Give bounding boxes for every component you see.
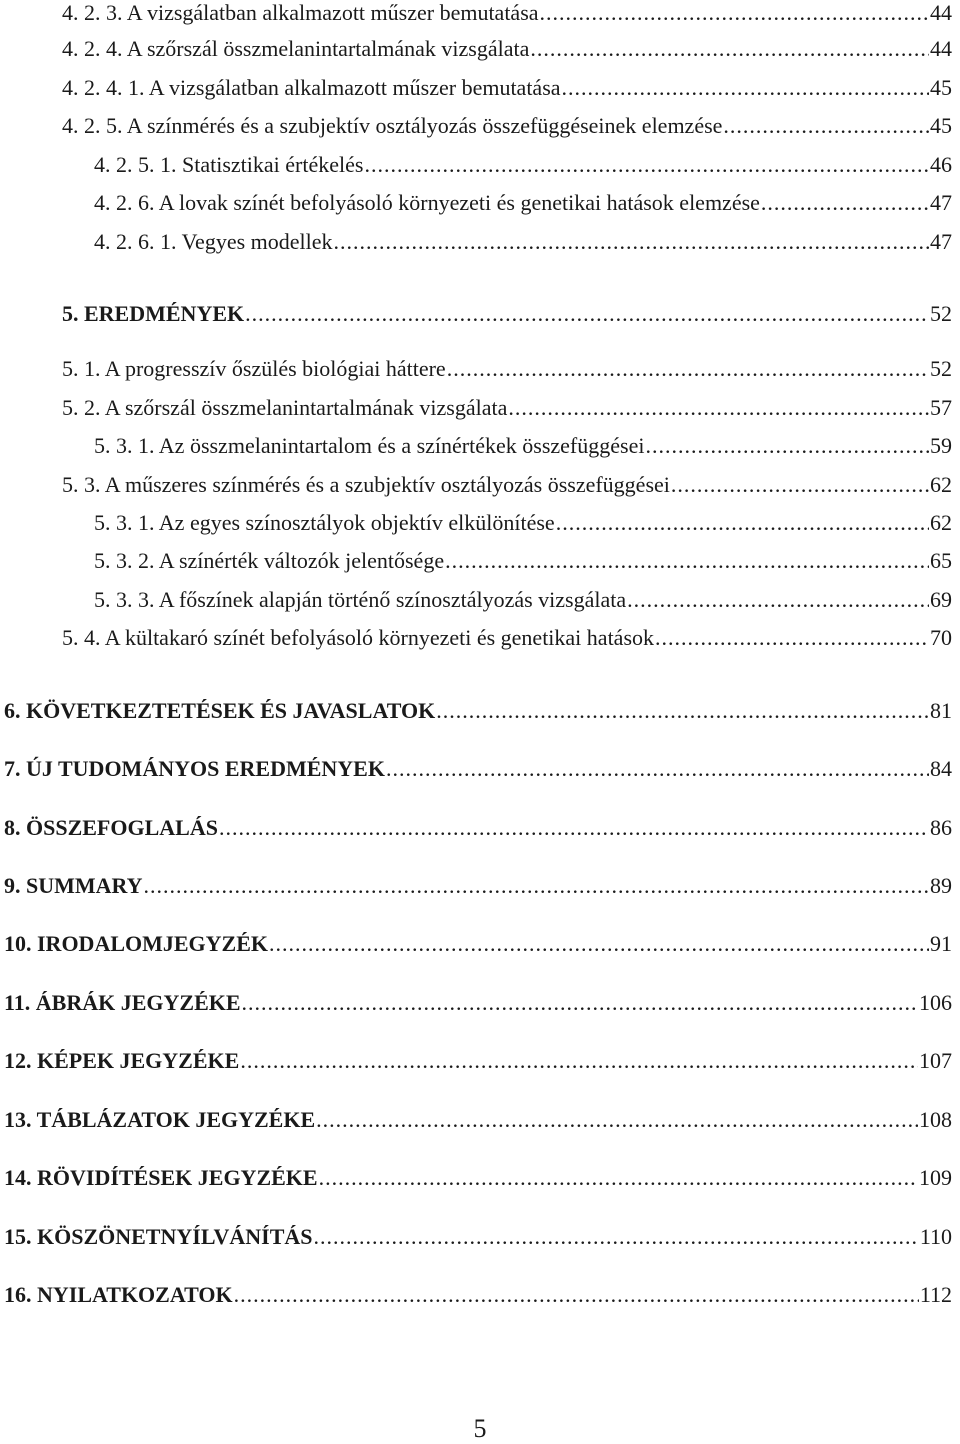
toc-entry[interactable]: [4, 1282, 952, 1308]
toc-entry-page: 47: [930, 229, 952, 254]
toc-entry-page: 107: [919, 1048, 952, 1073]
toc-entry[interactable]: [62, 0, 952, 26]
toc-dot-leader: [314, 1224, 919, 1250]
toc-entry-title: 16. NYILATKOZATOK: [4, 1282, 233, 1307]
toc-entry-page: 45: [930, 75, 952, 100]
toc-entry-page: 70: [930, 625, 952, 650]
toc-entry[interactable]: [4, 1048, 952, 1074]
toc-entry-page: 86: [930, 815, 952, 840]
toc-entry-page: 69: [930, 587, 952, 612]
toc-dot-leader: [436, 698, 929, 724]
toc-entry[interactable]: [4, 1165, 952, 1191]
toc-entry-page: 57: [930, 395, 952, 420]
toc-entry-title: 11. ÁBRÁK JEGYZÉKE: [4, 990, 241, 1015]
toc-entry[interactable]: [4, 931, 952, 957]
toc-entry[interactable]: [62, 301, 952, 327]
toc-entry[interactable]: [4, 698, 952, 724]
toc-entry[interactable]: [94, 190, 952, 216]
toc-dot-leader: [364, 152, 929, 178]
toc-entry-title: 5. 2. A szőrszál összmelanintartalmának vizsgálata: [62, 395, 508, 420]
toc-entry-title: 4. 2. 6. 1. Vegyes modellek: [94, 229, 333, 254]
toc-entry-page: 89: [930, 873, 952, 898]
toc-entry[interactable]: [4, 1224, 952, 1250]
toc-dot-leader: [723, 113, 929, 139]
toc-entry-page: 81: [930, 698, 952, 723]
toc-entry-page: 62: [930, 510, 952, 535]
toc-dot-leader: [445, 548, 929, 574]
toc-entry-page: 106: [919, 990, 952, 1015]
toc-dot-leader: [627, 587, 929, 613]
toc-entry[interactable]: [62, 113, 952, 139]
toc-entry[interactable]: [62, 75, 952, 101]
toc-dot-leader: [234, 1282, 919, 1308]
toc-entry-title: 4. 2. 4. 1. A vizsgálatban alkalmazott műszer bemutatása: [62, 75, 561, 100]
toc-entry[interactable]: [94, 152, 952, 178]
toc-dot-leader: [242, 990, 918, 1016]
toc-entry-title: 12. KÉPEK JEGYZÉKE: [4, 1048, 240, 1073]
toc-entry-page: 52: [930, 301, 952, 326]
toc-dot-leader: [334, 229, 929, 255]
toc-entry-title: 5. 4. A kültakaró színét befolyásoló környezeti és genetikai hatások: [62, 625, 655, 650]
toc-entry-page: 62: [930, 472, 952, 497]
toc-dot-leader: [556, 510, 929, 536]
toc-dot-leader: [671, 472, 929, 498]
toc-entry[interactable]: [4, 873, 952, 899]
toc-entry-page: 47: [930, 190, 952, 215]
toc-entry-title: 10. IRODALOMJEGYZÉK: [4, 931, 269, 956]
toc-dot-leader: [508, 395, 929, 421]
toc-entry[interactable]: [4, 1107, 952, 1133]
toc-dot-leader: [530, 36, 929, 62]
toc-entry-title: 4. 2. 6. A lovak színét befolyásoló környezeti és genetikai hatások elemzése: [94, 190, 760, 215]
toc-entry-page: 44: [930, 36, 952, 61]
toc-entry-page: 91: [930, 931, 952, 956]
toc-dot-leader: [562, 75, 929, 101]
toc-entry[interactable]: [94, 433, 952, 459]
toc-dot-leader: [386, 756, 929, 782]
toc-dot-leader: [319, 1165, 918, 1191]
toc-dot-leader: [269, 931, 929, 957]
toc-dot-leader: [219, 815, 929, 841]
toc-entry[interactable]: [94, 510, 952, 536]
toc-entry-title: 13. TÁBLÁZATOK JEGYZÉKE: [4, 1107, 316, 1132]
toc-entry[interactable]: [62, 625, 952, 651]
toc-entry-page: 44: [930, 0, 952, 25]
toc-entry-title: 4. 2. 3. A vizsgálatban alkalmazott műszer bemutatása: [62, 0, 539, 25]
toc-entry-page: 110: [919, 1224, 952, 1249]
toc-entry-page: 65: [930, 548, 952, 573]
toc-entry-title: 5. 3. 2. A színérték változók jelentősége: [94, 548, 445, 573]
toc-entry-title: 5. EREDMÉNYEK: [62, 301, 245, 326]
toc-dot-leader: [447, 356, 929, 382]
toc-entry[interactable]: [62, 36, 952, 62]
toc-entry-page: 59: [930, 433, 952, 458]
toc-dot-leader: [240, 1048, 918, 1074]
toc-entry-page: 112: [919, 1282, 952, 1307]
toc-entry[interactable]: [62, 356, 952, 382]
toc-entry[interactable]: [4, 990, 952, 1016]
toc-dot-leader: [540, 0, 929, 26]
toc-entry-page: 108: [919, 1107, 952, 1132]
toc-entry-title: 14. RÖVIDÍTÉSEK JEGYZÉKE: [4, 1165, 318, 1190]
page-number: 5: [473, 1414, 487, 1443]
toc-entry-page: 84: [930, 756, 952, 781]
toc-entry-title: 5. 3. 1. Az egyes színosztályok objektív elkülönítése: [94, 510, 555, 535]
toc-entry-title: 15. KÖSZÖNETNYÍLVÁNÍTÁS: [4, 1224, 313, 1249]
toc-entry-title: 8. ÖSSZEFOGLALÁS: [4, 815, 218, 840]
toc-entry-title: 9. SUMMARY: [4, 873, 143, 898]
toc-entry-title: 5. 3. A műszeres színmérés és a szubjektív osztályozás összefüggései: [62, 472, 670, 497]
toc-entry[interactable]: [4, 756, 952, 782]
toc-dot-leader: [645, 433, 929, 459]
toc-entry-title: 4. 2. 5. 1. Statisztikai értékelés: [94, 152, 364, 177]
toc-entry[interactable]: [94, 548, 952, 574]
toc-dot-leader: [655, 625, 929, 651]
toc-dot-leader: [316, 1107, 918, 1133]
toc-entry-title: 4. 2. 5. A színmérés és a szubjektív osztályozás összefüggéseinek elemzése: [62, 113, 723, 138]
toc-dot-leader: [144, 873, 929, 899]
toc-entry-title: 5. 3. 1. Az összmelanintartalom és a színértékek összefüggései: [94, 433, 645, 458]
toc-entry-title: 6. KÖVETKEZTETÉSEK ÉS JAVASLATOK: [4, 698, 436, 723]
toc-entry-page: 109: [919, 1165, 952, 1190]
toc-entry[interactable]: [62, 472, 952, 498]
toc-dot-leader: [245, 301, 929, 327]
toc-entry-page: 45: [930, 113, 952, 138]
toc-dot-leader: [761, 190, 929, 216]
toc-entry[interactable]: [4, 815, 952, 841]
toc-entry-title: 5. 1. A progresszív őszülés biológiai háttere: [62, 356, 446, 381]
toc-entry-title: 4. 2. 4. A szőrszál összmelanintartalmának vizsgálata: [62, 36, 530, 61]
toc-entry-page: 46: [930, 152, 952, 177]
toc-entry[interactable]: [62, 395, 952, 421]
toc-entry[interactable]: [94, 587, 952, 613]
toc-entry[interactable]: [94, 229, 952, 255]
toc-entry-page: 52: [930, 356, 952, 381]
toc-entry-title: 5. 3. 3. A főszínek alapján történő színosztályozás vizsgálata: [94, 587, 627, 612]
toc-entry-title: 7. ÚJ TUDOMÁNYOS EREDMÉNYEK: [4, 756, 385, 781]
